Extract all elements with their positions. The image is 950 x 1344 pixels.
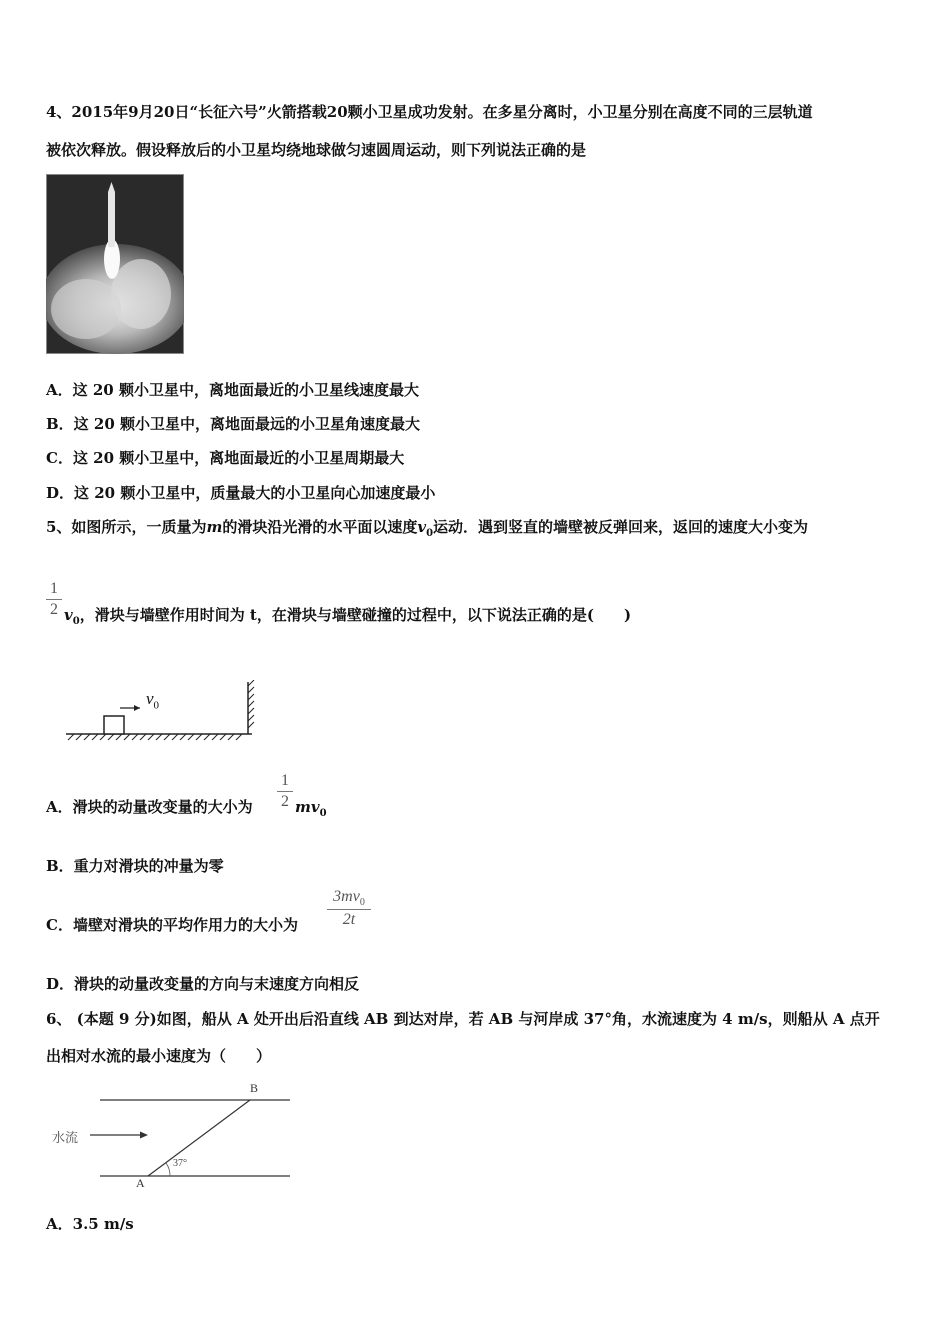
q4-stem-line1: 4、2015年9月20日“长征六号”火箭搭载20颗小卫星成功发射。在多星分离时，小卫星分别在高度不同的三层轨道 — [46, 103, 813, 121]
q6-figure-angle: 37° — [173, 1158, 187, 1169]
q5-fraction-half — [46, 580, 62, 619]
q5-velocity-symbol: v — [417, 518, 427, 536]
fraction-denominator: 2t — [342, 911, 356, 929]
q5-figure-velocity-label — [146, 689, 159, 711]
fraction-denominator: 2 — [50, 601, 58, 618]
q5-stem-line1 — [46, 517, 808, 544]
q5-option-a-fraction — [277, 772, 293, 811]
q5-stem-line2 — [64, 605, 631, 632]
q4-option-b: B．这 20 颗小卫星中，离地面最远的小卫星角速度最大 — [46, 415, 420, 433]
q6-river-figure — [50, 1076, 300, 1191]
figure-v: v — [146, 689, 154, 708]
q4-option-c: C．这 20 颗小卫星中，离地面最近的小卫星周期最大 — [46, 449, 405, 467]
fraction-denominator: 2 — [281, 793, 289, 810]
q5-stem-c: 运动．遇到竖直的墙壁被反弹回来，返回的速度大小变为 — [433, 518, 809, 536]
q5-option-b: B．重力对滑块的冲量为零 — [46, 857, 224, 875]
fraction-bar — [277, 791, 293, 792]
fraction-numerator: 1 — [50, 580, 58, 597]
q6-stem-line2: 出相对水流的最小速度为（ ） — [46, 1047, 272, 1065]
q5-option-a-text: A．滑块的动量改变量的大小为 — [46, 798, 253, 816]
q6-stem-line1: 6、 (本题 9 分)如图，船从 A 处开出后沿直线 AB 到达对岸，若 AB 与河岸成 37°角，水流速度为 4 m/s，则船从 A 点开 — [46, 1010, 880, 1028]
fraction-numerator: 1 — [281, 772, 289, 789]
q5-mass-symbol: m — [206, 518, 223, 536]
q5-velocity-symbol-2: v — [64, 606, 73, 624]
q5-option-d: D．滑块的动量改变量的方向与末速度方向相反 — [46, 975, 360, 993]
rocket-launch-photo — [46, 174, 184, 354]
mv-subscript: 0 — [319, 808, 327, 819]
q5-option-a-mv0 — [295, 797, 327, 824]
q4-option-d: D．这 20 颗小卫星中，质量最大的小卫星向心加速度最小 — [46, 484, 436, 502]
numerator-text: 3mv — [333, 888, 360, 905]
q5-option-c: C．墙壁对滑块的平均作用力的大小为 — [46, 916, 298, 934]
fraction-numerator — [327, 888, 371, 908]
q5-stem-b: 的滑块沿光滑的水平面以速度 — [222, 518, 418, 536]
q5-velocity-subscript-2: 0 — [72, 616, 80, 627]
fraction-bar — [327, 909, 371, 910]
q6-figure-point-a: A — [136, 1176, 145, 1190]
mv-symbol: mv — [295, 798, 320, 816]
q5-stem-line2-tail: ，滑块与墙壁作用时间为 t，在滑块与墙壁碰撞的过程中，以下说法正确的是( ) — [79, 606, 632, 624]
q5-block-wall-figure — [62, 680, 262, 744]
fraction-bar — [46, 599, 62, 600]
figure-v-subscript: 0 — [153, 699, 160, 712]
numerator-subscript: 0 — [359, 897, 365, 909]
q6-figure-point-b: B — [250, 1081, 259, 1095]
q5-option-a — [46, 797, 253, 817]
q6-figure-water-label: 水流 — [52, 1131, 79, 1146]
q6-option-a: A．3.5 m/s — [46, 1215, 134, 1233]
q5-stem-a: 5、如图所示，一质量为 — [46, 518, 207, 536]
q4-option-a: A．这 20 颗小卫星中，离地面最近的小卫星线速度最大 — [46, 381, 419, 399]
q5-option-c-fraction — [327, 888, 371, 929]
q5-velocity-subscript: 0 — [426, 528, 434, 539]
q4-stem-line2: 被依次释放。假设释放后的小卫星均绕地球做匀速圆周运动，则下列说法正确的是 — [46, 141, 587, 159]
